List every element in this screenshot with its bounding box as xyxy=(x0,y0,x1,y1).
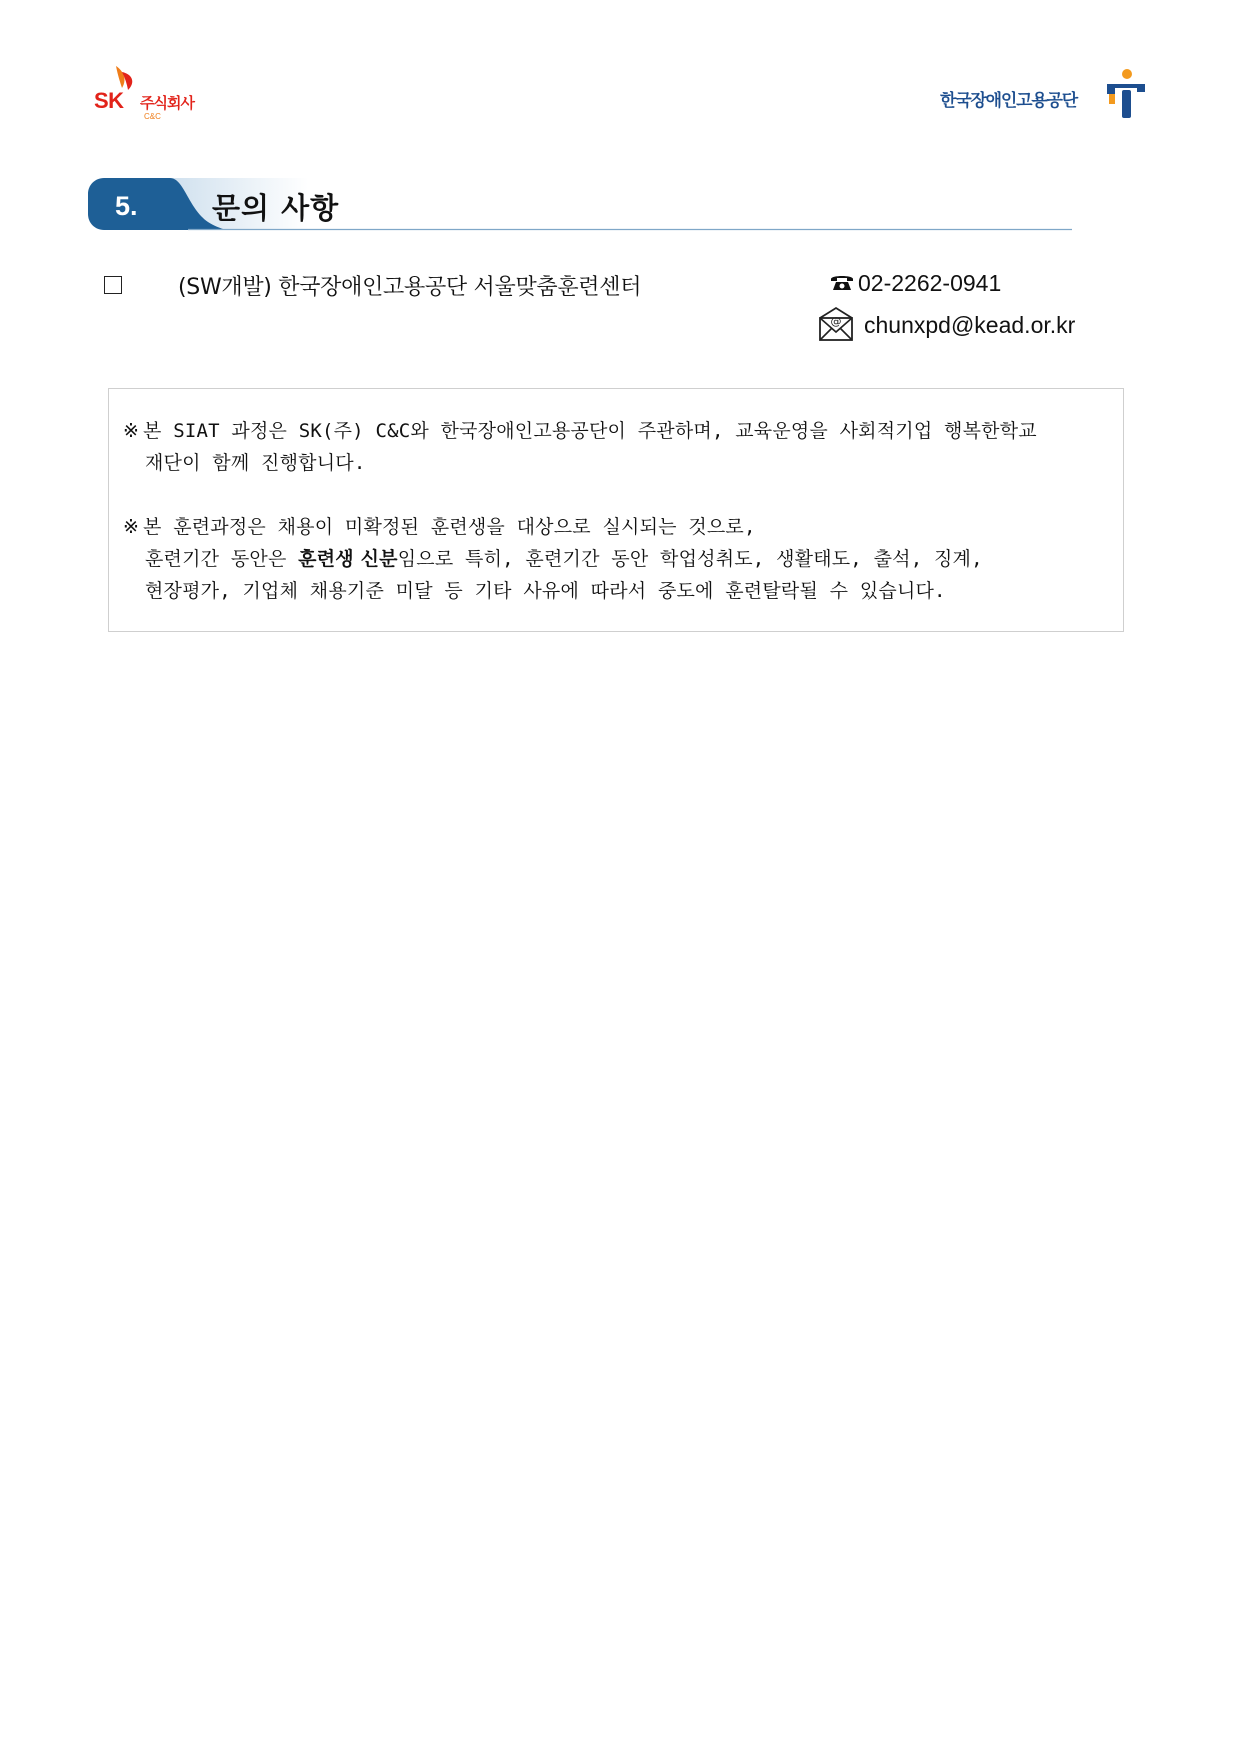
notice-item xyxy=(123,511,1111,607)
reference-mark: ※ xyxy=(123,420,140,442)
notice-2-line-2-post: 임으로 특히, 훈련기간 동안 학업성취도, 생활태도, 출석, 징계, xyxy=(397,548,983,570)
reference-mark: ※ xyxy=(123,516,140,538)
phone-number: 02-2262-0941 xyxy=(858,270,1002,296)
notice-box xyxy=(108,388,1124,632)
kead-name-text: 한국장애인고용공단 xyxy=(940,91,1077,111)
phone-icon xyxy=(830,273,854,291)
kead-symbol-icon xyxy=(1103,68,1149,120)
section-number: 5. xyxy=(115,191,138,221)
sk-corp-text: 주식회사 xyxy=(140,94,194,112)
section-header xyxy=(88,178,1072,234)
sk-cc-logo xyxy=(92,62,212,124)
phone-group xyxy=(830,270,1001,297)
contact-organization: (SW개발) 한국장애인고용공단 서울맞춤훈련센터 xyxy=(178,275,642,300)
section-title: 문의 사항 xyxy=(212,191,340,225)
notice-1-line-1: 본 SIAT 과정은 SK(주) C&C와 한국장애인고용공단이 주관하며, 교육운영을 사회적기업 행복한학교 xyxy=(143,420,1037,442)
contact-row xyxy=(102,268,1102,304)
notice-2-line-1: 본 훈련과정은 채용이 미확정된 훈련생을 대상으로 실시되는 것으로, xyxy=(143,516,756,538)
checkbox-bullet-icon xyxy=(104,276,122,294)
sk-sub-text: C&C xyxy=(144,112,161,121)
sk-brand-text: SK xyxy=(94,88,124,113)
notice-2-line-3: 현장평가, 기업체 채용기준 미달 등 기타 사유에 따라서 중도에 훈련탈락될 수 있습니다. xyxy=(145,580,946,602)
email-address[interactable]: chunxpd@kead.or.kr xyxy=(864,312,1076,338)
notice-1-line-2: 재단이 함께 진행합니다. xyxy=(145,452,366,474)
kead-logo xyxy=(940,68,1150,120)
notice-item xyxy=(123,415,1111,479)
email-icon xyxy=(818,306,854,342)
notice-2-line-2-pre: 훈련기간 동안은 xyxy=(145,548,299,570)
svg-text:@: @ xyxy=(830,315,842,328)
trainee-status-emphasis: 훈련생 신분 xyxy=(298,548,398,570)
